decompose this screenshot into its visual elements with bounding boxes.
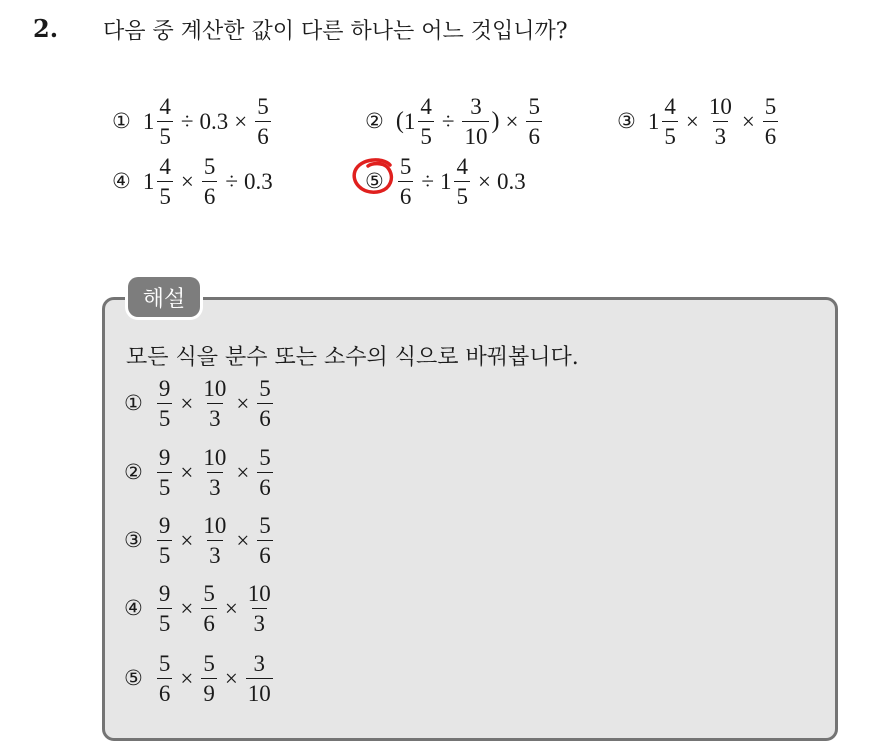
fraction — [255, 377, 275, 430]
fraction-body — [454, 155, 470, 208]
choice-2[interactable] — [365, 95, 544, 148]
denominator: 6 — [257, 472, 273, 499]
numerator: 5 — [764, 94, 777, 119]
fraction-body — [157, 377, 173, 430]
fraction-body — [462, 95, 489, 148]
fraction — [460, 95, 491, 148]
fraction-body — [246, 652, 273, 705]
fraction-body — [255, 95, 271, 148]
fraction — [199, 377, 230, 430]
numerator: 9 — [158, 581, 171, 606]
fraction — [255, 446, 275, 499]
fraction-body — [157, 155, 173, 208]
numerator: 5 — [259, 513, 271, 538]
choice-1[interactable] — [112, 95, 273, 148]
fraction-body — [526, 95, 542, 148]
denominator: 6 — [526, 121, 542, 148]
fraction-body — [257, 514, 273, 567]
decimal-number: 0.3 — [496, 168, 526, 194]
choice-number: ④ — [112, 169, 131, 193]
whole-part: 1 — [403, 108, 416, 134]
fraction — [255, 514, 275, 567]
numerator: 5 — [399, 154, 412, 179]
denominator: 10 — [462, 121, 489, 148]
explanation-line-3 — [124, 514, 275, 567]
fraction — [155, 582, 175, 635]
fraction — [705, 95, 736, 148]
fraction-body — [662, 95, 678, 148]
operator: × — [180, 390, 194, 416]
numerator: 5 — [528, 94, 540, 119]
denominator: 5 — [157, 181, 173, 208]
whole-part: 1 — [142, 108, 155, 134]
fraction-body — [202, 155, 218, 208]
numerator: 5 — [203, 651, 215, 676]
denominator: 5 — [157, 608, 173, 635]
denominator: 6 — [202, 181, 218, 208]
choice-number: ③ — [124, 528, 143, 552]
numerator: 10 — [203, 513, 227, 538]
fraction — [244, 652, 275, 705]
numerator: 4 — [159, 94, 171, 119]
operator: × — [180, 595, 194, 621]
fraction-body — [707, 95, 734, 148]
fraction — [155, 446, 175, 499]
denominator: 3 — [207, 540, 223, 567]
operator: × — [236, 390, 250, 416]
denominator: 6 — [257, 540, 273, 567]
operator: ÷ — [441, 108, 455, 134]
explanation-intro: 모든 식을 분수 또는 소수의 식으로 바꿔봅니다. — [126, 345, 579, 370]
fraction-body — [157, 95, 173, 148]
fraction — [155, 652, 175, 705]
explanation-line-4 — [124, 582, 275, 635]
denominator: 6 — [255, 121, 271, 148]
parenthesis: ( — [395, 108, 404, 134]
mixed-number — [143, 95, 175, 148]
operator: × — [741, 108, 755, 134]
denominator: 6 — [257, 403, 273, 430]
operator: × — [224, 665, 238, 691]
fraction — [524, 95, 544, 148]
numerator: 5 — [259, 376, 271, 401]
numerator: 4 — [456, 154, 468, 179]
denominator: 5 — [157, 472, 173, 499]
choice-number: ④ — [124, 596, 143, 620]
fraction-body — [418, 95, 434, 148]
whole-part: 1 — [142, 168, 155, 194]
explanation-line-2 — [124, 446, 275, 499]
fraction-body — [201, 652, 217, 705]
mixed-number — [440, 155, 472, 208]
fraction-body — [157, 446, 173, 499]
fraction — [199, 514, 230, 567]
fraction-body — [257, 446, 273, 499]
fraction — [396, 155, 416, 208]
choice-number: ⑤ — [365, 169, 384, 193]
fraction — [155, 377, 175, 430]
denominator: 6 — [201, 608, 217, 635]
mixed-number — [143, 155, 175, 208]
decimal-number: 0.3 — [243, 168, 273, 194]
fraction — [244, 582, 275, 635]
operator: × — [477, 168, 491, 194]
operator: × — [685, 108, 699, 134]
fraction — [199, 582, 219, 635]
denominator: 3 — [713, 121, 729, 148]
denominator: 9 — [201, 678, 217, 705]
mixed-number — [404, 95, 436, 148]
denominator: 6 — [157, 678, 173, 705]
numerator: 9 — [158, 376, 171, 401]
question-text: 다음 중 계산한 값이 다른 하나는 어느 것입니까? — [103, 19, 568, 44]
mixed-number — [648, 95, 680, 148]
fraction-body — [201, 582, 217, 635]
whole-part: 1 — [647, 108, 660, 134]
fraction — [200, 155, 220, 208]
question-number: 2. — [33, 14, 59, 43]
fraction-body — [257, 377, 273, 430]
denominator: 10 — [246, 678, 273, 705]
operator: × — [180, 665, 194, 691]
choice-number: ① — [112, 109, 131, 133]
numerator: 10 — [203, 445, 227, 470]
fraction — [253, 95, 273, 148]
denominator: 5 — [454, 181, 470, 208]
choice-3[interactable] — [617, 95, 780, 148]
numerator: 9 — [158, 445, 171, 470]
fraction-body — [157, 582, 173, 635]
numerator: 3 — [253, 651, 266, 676]
numerator: 9 — [158, 513, 171, 538]
fraction-body — [157, 514, 173, 567]
fraction — [761, 95, 781, 148]
numerator: 5 — [259, 445, 271, 470]
denominator: 3 — [207, 472, 223, 499]
operator: × — [236, 527, 250, 553]
decimal-number: 0.3 — [199, 108, 229, 134]
choice-number: ③ — [617, 109, 636, 133]
fraction-body — [201, 514, 228, 567]
operator: ÷ — [421, 168, 434, 194]
operator: ÷ — [225, 168, 238, 194]
denominator: 5 — [157, 121, 173, 148]
numerator: 5 — [257, 94, 269, 119]
parenthesis: ) — [491, 108, 500, 134]
operator: × — [180, 527, 194, 553]
denominator: 5 — [418, 121, 434, 148]
denominator: 6 — [398, 181, 414, 208]
explanation-line-5 — [124, 652, 275, 705]
numerator: 10 — [203, 376, 227, 401]
denominator: 6 — [763, 121, 779, 148]
fraction — [199, 446, 230, 499]
operator: × — [236, 459, 250, 485]
denominator: 3 — [252, 608, 268, 635]
denominator: 5 — [157, 540, 173, 567]
fraction — [155, 514, 175, 567]
operator: × — [224, 595, 238, 621]
operator: × — [180, 459, 194, 485]
fraction-body — [201, 446, 228, 499]
whole-part: 1 — [439, 168, 452, 194]
denominator: 5 — [662, 121, 678, 148]
operator: × — [234, 108, 248, 134]
choice-number: ② — [124, 460, 143, 484]
numerator: 4 — [420, 94, 432, 119]
operator: ÷ — [180, 108, 194, 134]
explanation-line-1 — [124, 377, 275, 430]
choice-number: ① — [124, 391, 143, 415]
fraction-body — [398, 155, 414, 208]
denominator: 3 — [207, 403, 223, 430]
fraction-body — [763, 95, 779, 148]
answer-circle-mark — [350, 157, 398, 197]
numerator: 5 — [158, 651, 171, 676]
numerator: 4 — [664, 94, 676, 119]
fraction-body — [246, 582, 273, 635]
numerator: 5 — [203, 154, 216, 179]
choice-number: ② — [365, 109, 384, 133]
fraction-body — [157, 652, 173, 705]
explanation-tab: 해설 — [128, 277, 200, 317]
denominator: 5 — [157, 403, 173, 430]
numerator: 10 — [247, 581, 271, 606]
numerator: 5 — [203, 581, 215, 606]
operator: × — [180, 168, 194, 194]
operator: × — [505, 108, 519, 134]
fraction — [199, 652, 219, 705]
numerator: 10 — [708, 94, 732, 119]
numerator: 3 — [470, 94, 482, 119]
fraction-body — [201, 377, 228, 430]
choice-number: ⑤ — [124, 666, 143, 690]
numerator: 4 — [159, 154, 171, 179]
choice-4[interactable] — [112, 155, 273, 208]
